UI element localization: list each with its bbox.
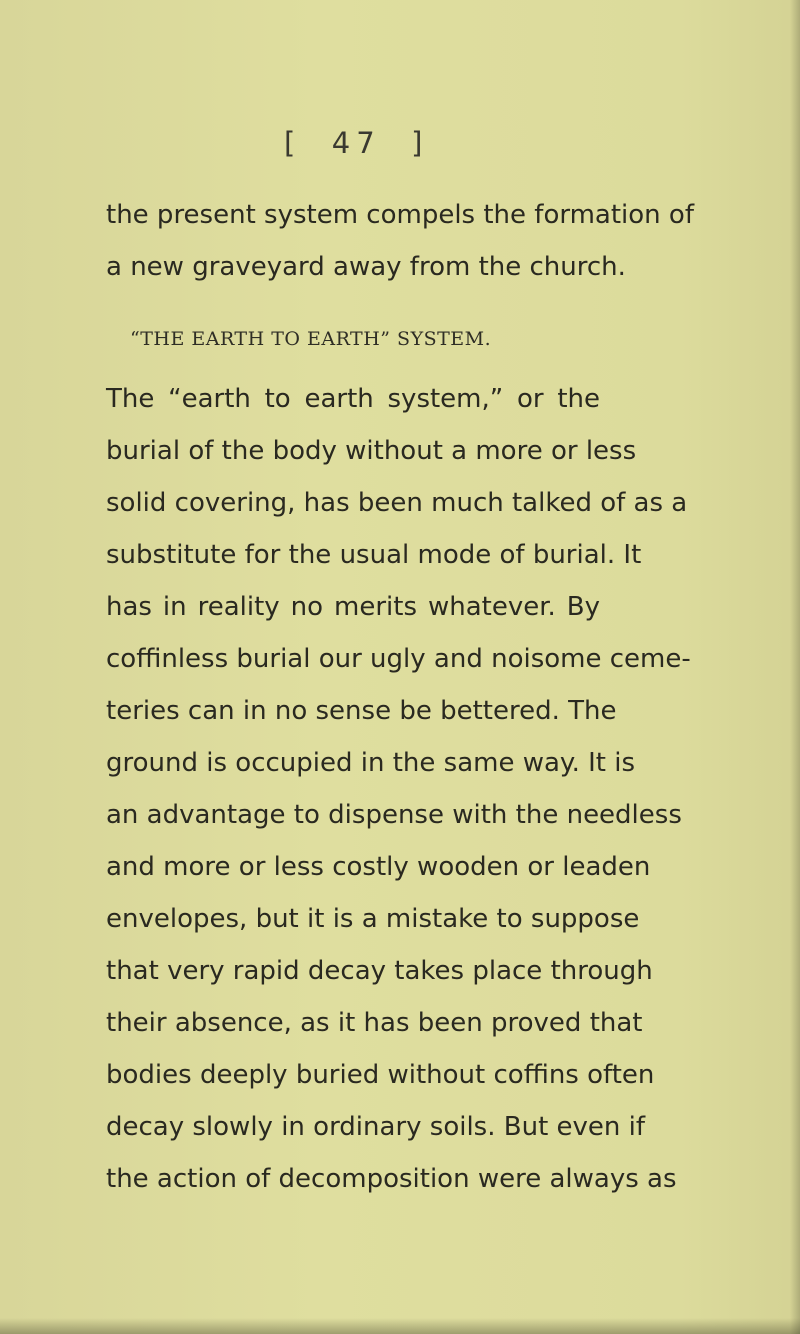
body-line: their absence, as it has been proved that [106, 1008, 643, 1038]
body-line: teries can in no sense be bettered. The [106, 696, 617, 726]
body-line: envelopes, but it is a mistake to suppose [106, 904, 640, 934]
intro-line: a new graveyard away from the church. [106, 252, 626, 282]
section-heading: “THE EARTH TO EARTH” SYSTEM. [130, 328, 492, 350]
body-line: and more or less costly wooden or leaden [106, 852, 651, 882]
body-line: The “earth to earth system,” or the [106, 384, 600, 414]
body-line: bodies deeply buried without coffins often [106, 1060, 655, 1090]
body-line: an advantage to dispense with the needless [106, 800, 682, 830]
page-bottom-shadow [0, 1318, 800, 1334]
body-line: the action of decomposition were always as [106, 1164, 677, 1194]
body-line: coffinless burial our ugly and noisome ceme- [106, 644, 691, 674]
page-edge-shadow [790, 0, 800, 1334]
body-line: burial of the body without a more or less [106, 436, 637, 466]
body-line: decay slowly in ordinary soils. But even if [106, 1112, 646, 1142]
body-line: ground is occupied in the same way. It is [106, 748, 636, 778]
intro-line: the present system compels the formation of [106, 200, 694, 230]
body-line: has in reality no merits whatever. By [106, 592, 600, 622]
body-line: that very rapid decay takes place through [106, 956, 653, 986]
body-line: solid covering, has been much talked of as a [106, 488, 688, 518]
page-number: [ 47 ] [284, 126, 429, 160]
body-line: substitute for the usual mode of burial. It [106, 540, 642, 570]
